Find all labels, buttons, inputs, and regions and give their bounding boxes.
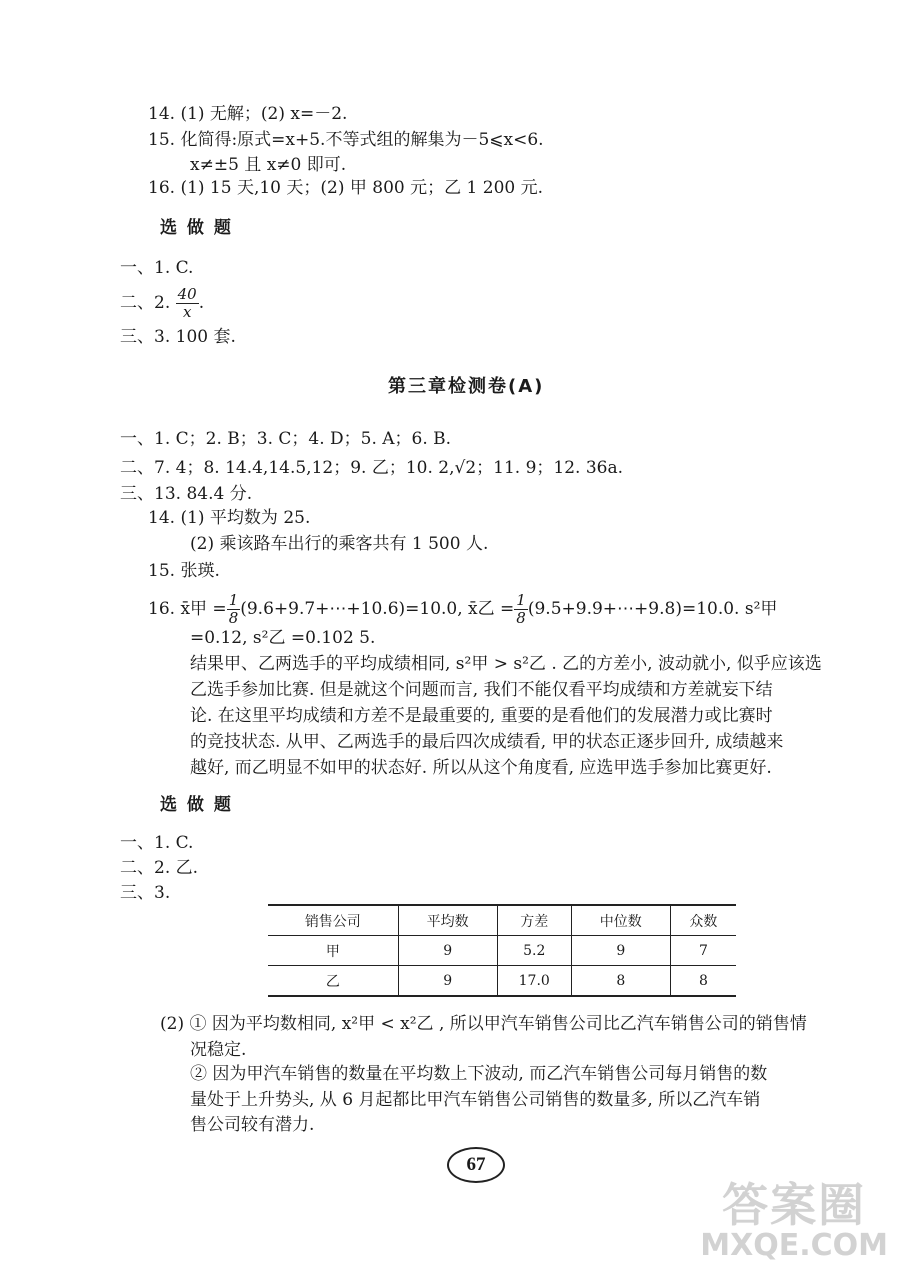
table-cell: 甲 <box>268 936 398 966</box>
answer-15-cont: x≠±5 且 x≠0 即可. <box>190 155 347 175</box>
optional-section-title: 选 做 题 <box>160 218 233 238</box>
table-header-cell: 方差 <box>497 905 571 936</box>
chapter-answer-2: 二、7. 4；8. 14.4,14.5,12；9. 乙；10. 2,√2；11. 9；12. 36a. <box>120 458 624 478</box>
optional-section-title-2: 选 做 题 <box>160 795 233 815</box>
table-header-cell: 中位数 <box>571 905 670 936</box>
chapter-answer-15: 15. 张瑛. <box>148 561 220 581</box>
page-number: 67 <box>447 1147 505 1183</box>
table-header-cell: 销售公司 <box>268 905 398 936</box>
paragraph-line-4: 的竞技状态. 从甲、乙两选手的最后四次成绩看, 甲的状态正逐步回升, 成绩越来 <box>190 732 784 752</box>
chapter-answer-1: 一、1. C；2. B；3. C；4. D；5. A；6. B. <box>120 429 452 449</box>
explanation-line-3: ② 因为甲汽车销售的数量在平均数上下波动, 而乙汽车销售公司每月销售的数 <box>190 1064 768 1084</box>
answer-15: 15. 化简得:原式=x+5.不等式组的解集为－5⩽x<6. <box>148 130 544 150</box>
optional-answer-1: 一、1. C. <box>120 258 194 278</box>
optional2-answer-1: 一、1. C. <box>120 833 194 853</box>
chapter-title: 第三章检测卷(A) <box>388 376 545 397</box>
table-cell: 8 <box>571 966 670 997</box>
paragraph-line-1: 结果甲、乙两选手的平均成绩相同, s²甲 > s²乙 . 乙的方差小, 波动就小, 似乎应该选 <box>190 654 822 674</box>
watermark-brand: 答案圈 <box>722 1178 867 1232</box>
table-cell: 5.2 <box>497 936 571 966</box>
explanation-line-2: 况稳定. <box>190 1040 247 1060</box>
answer-16: 16. (1) 15 天,10 天；(2) 甲 800 元；乙 1 200 元. <box>148 178 544 198</box>
chapter-answer-14a: 14. (1) 平均数为 25. <box>148 508 311 528</box>
chapter-answer-16: 16. x̄甲 = $\frac{1}{8}$ (9.6+9.7+⋯+10.6)=10.0, x̄乙 = $\frac{1}{8}$ (9.5+9.9+⋯+9.8)=10.0. s²甲 <box>148 591 778 627</box>
answer-14: 14. (1) 无解；(2) x=－2. <box>148 104 348 124</box>
explanation-line-5: 售公司较有潜力. <box>190 1115 315 1135</box>
optional-answer-3: 三、3. 100 套. <box>120 327 236 347</box>
explanation-line-4: 量处于上升势头, 从 6 月起都比甲汽车销售公司销售的数量多, 所以乙汽车销 <box>190 1090 761 1110</box>
paragraph-line-2: 乙选手参加比赛. 但是就这个问题而言, 我们不能仅看平均成绩和方差就妄下结 <box>190 680 773 700</box>
table-cell: 17.0 <box>497 966 571 997</box>
chapter-answer-14b: (2) 乘该路车出行的乘客共有 1 500 人. <box>190 534 489 554</box>
optional-answer-2: 二、2. $\frac{40}{x}$ . <box>120 285 205 321</box>
chapter-answer-3: 三、13. 84.4 分. <box>120 484 253 504</box>
table-cell: 7 <box>670 936 736 966</box>
watermark-url: MXQE.COM <box>700 1228 888 1263</box>
table-cell: 9 <box>398 936 497 966</box>
statistics-table <box>268 904 736 997</box>
optional2-answer-2: 二、2. 乙. <box>120 858 199 878</box>
paragraph-line-3: 论. 在这里平均成绩和方差不是最重要的, 重要的是看他们的发展潜力或比赛时 <box>190 706 773 726</box>
table-header-row <box>268 905 736 936</box>
table-row <box>268 936 736 966</box>
fraction: $\frac{40}{x}$ <box>177 285 197 321</box>
paragraph-line-5: 越好, 而乙明显不如甲的状态好. 所以从这个角度看, 应选甲选手参加比赛更好. <box>190 758 772 778</box>
table-cell: 8 <box>670 966 736 997</box>
table-cell: 9 <box>398 966 497 997</box>
fraction: $\frac{1}{8}$ <box>228 591 239 627</box>
table-cell: 乙 <box>268 966 398 997</box>
chapter-answer-16-variance: =0.12, s²乙 =0.102 5. <box>190 628 376 648</box>
table-header-cell: 平均数 <box>398 905 497 936</box>
table-header-cell: 众数 <box>670 905 736 936</box>
table-cell: 9 <box>571 936 670 966</box>
watermark-logo <box>700 1180 888 1262</box>
fraction: $\frac{1}{8}$ <box>516 591 526 627</box>
optional2-answer-3: 三、3. <box>120 883 171 903</box>
explanation-line-1: (2) ① 因为平均数相同, x²甲 < x²乙 , 所以甲汽车销售公司比乙汽车销售公司的销售情 <box>160 1014 807 1034</box>
table-row <box>268 966 736 997</box>
